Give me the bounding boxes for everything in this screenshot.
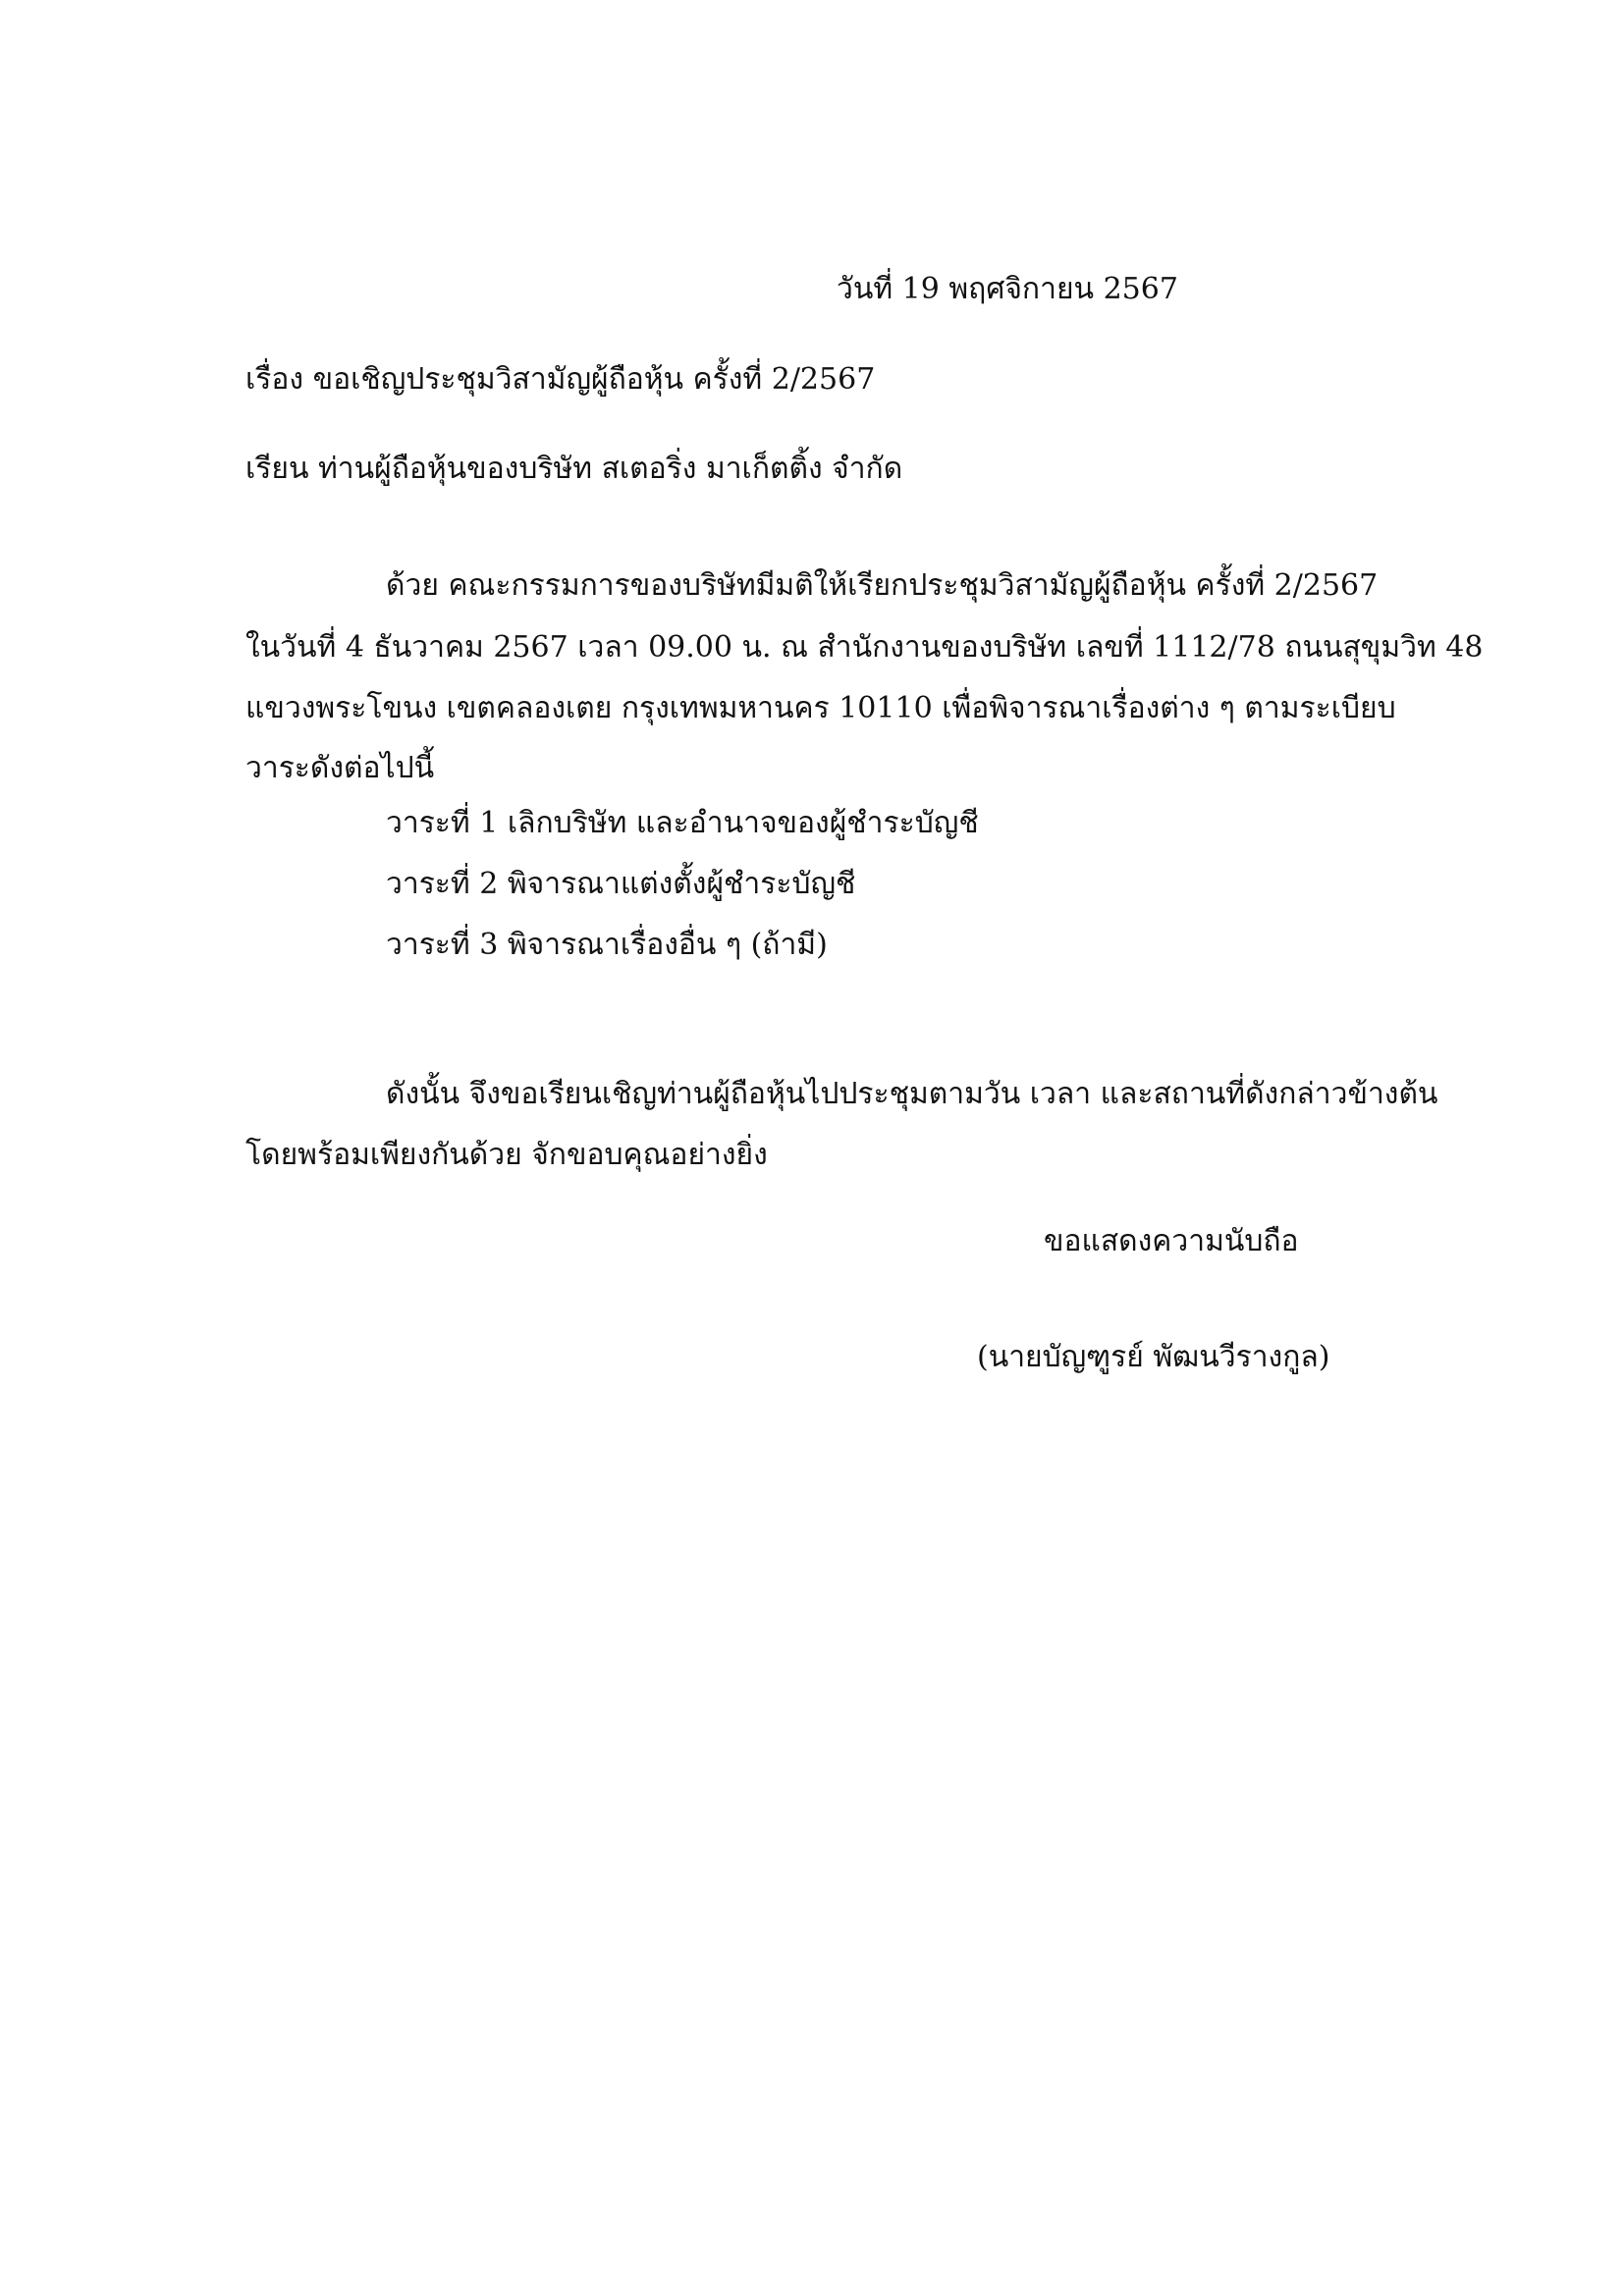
salutation: ขอแสดงความนับถือ: [1044, 1224, 1299, 1258]
letter-recipient: เรียน ท่านผู้ถือหุ้นของบริษัท สเตอริ่ง มาเก็ตติ้ง จำกัด: [245, 452, 903, 486]
signatory-name: (นายบัญฑูรย์ พัฒนวีรางกูล): [977, 1340, 1330, 1374]
agenda-item-2: วาระที่ 2 พิจารณาแต่งตั้งผู้ชำระบัญชี: [386, 867, 856, 901]
closing-line-1: ดังนั้น จึงขอเรียนเชิญท่านผู้ถือหุ้นไปประชุมตามวัน เวลา และสถานที่ดังกล่าวข้างต้น: [386, 1077, 1438, 1111]
body-line-2: ในวันที่ 4 ธันวาคม 2567 เวลา 09.00 น. ณ สำนักงานของบริษัท เลขที่ 1112/78 ถนนสุขุมวิท 48: [245, 630, 1484, 665]
body-line-1: ด้วย คณะกรรมการของบริษัทมีมติให้เรียกประชุมวิสามัญผู้ถือหุ้น ครั้งที่ 2/2567: [386, 568, 1379, 603]
letter-date: วันที่ 19 พฤศจิกายน 2567: [837, 272, 1178, 306]
agenda-item-1: วาระที่ 1 เลิกบริษัท และอำนาจของผู้ชำระบัญชี: [386, 806, 979, 840]
body-line-4: วาระดังต่อไปนี้: [245, 751, 435, 785]
agenda-item-3: วาระที่ 3 พิจารณาเรื่องอื่น ๆ (ถ้ามี): [386, 928, 828, 962]
closing-line-2: โดยพร้อมเพียงกันด้วย จักขอบคุณอย่างยิ่ง: [245, 1138, 768, 1172]
body-line-3: แขวงพระโขนง เขตคลองเตย กรุงเทพมหานคร 10110 เพื่อพิจารณาเรื่องต่าง ๆ ตามระเบียบ: [245, 691, 1396, 725]
letter-subject: เรื่อง ขอเชิญประชุมวิสามัญผู้ถือหุ้น ครั้งที่ 2/2567: [245, 362, 876, 397]
